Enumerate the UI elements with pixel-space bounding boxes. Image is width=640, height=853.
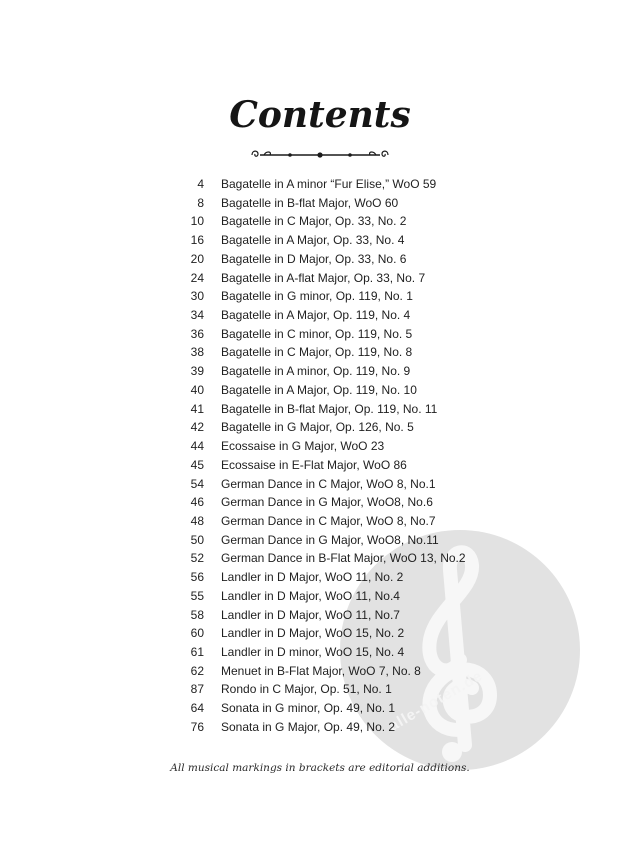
toc-entry-title: Bagatelle in A minor, Op. 119, No. 9 (221, 364, 411, 379)
toc-entry-title: Sonata in G minor, Op. 49, No. 1 (221, 701, 396, 716)
footnote: All musical markings in brackets are editorial additions. (170, 762, 470, 774)
toc-row[interactable] (0, 549, 640, 568)
toc-page-number: 58 (190, 607, 204, 622)
toc-page-number: 45 (190, 457, 204, 472)
toc-row[interactable] (0, 381, 640, 400)
toc-entry-title: Landler in D Major, WoO 15, No. 2 (221, 626, 405, 641)
page-title: Contents (229, 94, 411, 136)
toc-row[interactable] (0, 400, 640, 419)
toc-page-number: 10 (190, 214, 204, 229)
toc-entry-title: Sonata in G Major, Op. 49, No. 2 (221, 719, 396, 734)
toc-page-number: 39 (190, 364, 204, 379)
toc-row[interactable] (0, 493, 640, 512)
toc-page-number: 24 (190, 270, 204, 285)
toc-page-number: 52 (190, 551, 204, 566)
toc-page-number: 56 (190, 570, 204, 585)
toc-page-number: 34 (190, 308, 204, 323)
toc-page-number: 55 (190, 588, 204, 603)
toc-page-number: 46 (190, 495, 204, 510)
toc-entry-title: German Dance in B-Flat Major, WoO 13, No.2 (221, 551, 466, 566)
toc-row[interactable] (0, 606, 640, 625)
toc-page-number: 38 (190, 345, 204, 360)
toc-row[interactable] (0, 269, 640, 288)
toc-page-number: 36 (190, 326, 204, 341)
toc-row[interactable] (0, 175, 640, 194)
toc-row[interactable] (0, 568, 640, 587)
toc-page-number: 20 (190, 251, 204, 266)
toc-page-number: 62 (190, 663, 204, 678)
toc-row[interactable] (0, 437, 640, 456)
toc-row[interactable] (0, 475, 640, 494)
toc-page-number: 48 (190, 513, 204, 528)
toc-page-number: 64 (190, 701, 204, 716)
toc-entry-title: German Dance in G Major, WoO8, No.11 (221, 532, 439, 547)
toc-entry-title: Bagatelle in D Major, Op. 33, No. 6 (221, 251, 407, 266)
toc-page-number: 50 (190, 532, 204, 547)
toc-row[interactable] (0, 306, 640, 325)
toc-entry-title: Bagatelle in A minor “Fur Elise,” WoO 59 (221, 177, 437, 191)
toc-page-number: 30 (190, 289, 204, 304)
toc-row[interactable] (0, 418, 640, 437)
toc-row[interactable] (0, 456, 640, 475)
toc-row[interactable] (0, 587, 640, 606)
toc-row[interactable] (0, 531, 640, 550)
toc-entry-title: Landler in D Major, WoO 11, No.7 (221, 607, 400, 622)
toc-entry-title: German Dance in C Major, WoO 8, No.1 (221, 476, 436, 491)
toc-row[interactable] (0, 212, 640, 231)
toc-row[interactable] (0, 231, 640, 250)
toc-row[interactable] (0, 624, 640, 643)
toc-row[interactable] (0, 287, 640, 306)
toc-row[interactable] (0, 362, 640, 381)
watermark-text: alle-noten.de (386, 667, 486, 735)
toc-entry-title: Rondo in C Major, Op. 51, No. 1 (221, 682, 392, 697)
toc-page-number: 16 (190, 233, 204, 248)
toc-entry-title: Menuet in B-Flat Major, WoO 7, No. 8 (221, 663, 421, 678)
toc-entry-title: Bagatelle in A Major, Op. 119, No. 10 (221, 382, 417, 397)
toc-row[interactable] (0, 250, 640, 269)
toc-row[interactable] (0, 662, 640, 681)
toc-row[interactable] (0, 680, 640, 699)
toc-entry-title: Ecossaise in G Major, WoO 23 (221, 439, 385, 454)
toc-row[interactable] (0, 643, 640, 662)
toc-row[interactable] (0, 325, 640, 344)
toc-page-number: 61 (190, 644, 204, 659)
toc-entry-title: German Dance in G Major, WoO8, No.6 (221, 495, 433, 510)
toc-row[interactable] (0, 718, 640, 737)
toc-entry-title: Bagatelle in B-flat Major, Op. 119, No. 11 (221, 401, 438, 416)
toc-row[interactable] (0, 699, 640, 718)
toc-page-number: 60 (190, 626, 204, 641)
toc-page-number: 87 (190, 682, 204, 697)
toc-entry-title: Landler in D minor, WoO 15, No. 4 (221, 644, 405, 659)
toc-page-number: 41 (190, 401, 204, 416)
toc-page-number: 54 (190, 476, 204, 491)
toc-entry-title: Bagatelle in C minor, Op. 119, No. 5 (221, 326, 413, 341)
toc-entry-title: Landler in D Major, WoO 11, No.4 (221, 588, 400, 603)
toc-entry-title: Bagatelle in C Major, Op. 33, No. 2 (221, 214, 407, 229)
toc-page-number: 42 (190, 420, 204, 435)
toc-page-number: 4 (197, 177, 204, 191)
toc-entry-title: Bagatelle in B-flat Major, WoO 60 (221, 195, 399, 210)
toc-entry-title: Ecossaise in E-Flat Major, WoO 86 (221, 457, 407, 472)
toc-page-number: 76 (190, 719, 204, 734)
toc-row[interactable] (0, 512, 640, 531)
toc-entry-title: Landler in D Major, WoO 11, No. 2 (221, 570, 404, 585)
toc-row[interactable] (0, 343, 640, 362)
toc-page-number: 44 (190, 439, 204, 454)
toc-entry-title: Bagatelle in C Major, Op. 119, No. 8 (221, 345, 413, 360)
toc-entry-title: Bagatelle in G Major, Op. 126, No. 5 (221, 420, 414, 435)
toc-entry-title: Bagatelle in A Major, Op. 119, No. 4 (221, 308, 411, 323)
toc-entry-title: Bagatelle in A-flat Major, Op. 33, No. 7 (221, 270, 426, 285)
toc-page-number: 8 (197, 195, 204, 210)
ornament-divider-icon (250, 148, 390, 162)
toc-row[interactable] (0, 194, 640, 213)
toc-entry-title: Bagatelle in G minor, Op. 119, No. 1 (221, 289, 413, 304)
toc-entry-title: German Dance in C Major, WoO 8, No.7 (221, 513, 436, 528)
table-of-contents (0, 175, 640, 737)
toc-entry-title: Bagatelle in A Major, Op. 33, No. 4 (221, 233, 405, 248)
toc-page-number: 40 (190, 382, 204, 397)
